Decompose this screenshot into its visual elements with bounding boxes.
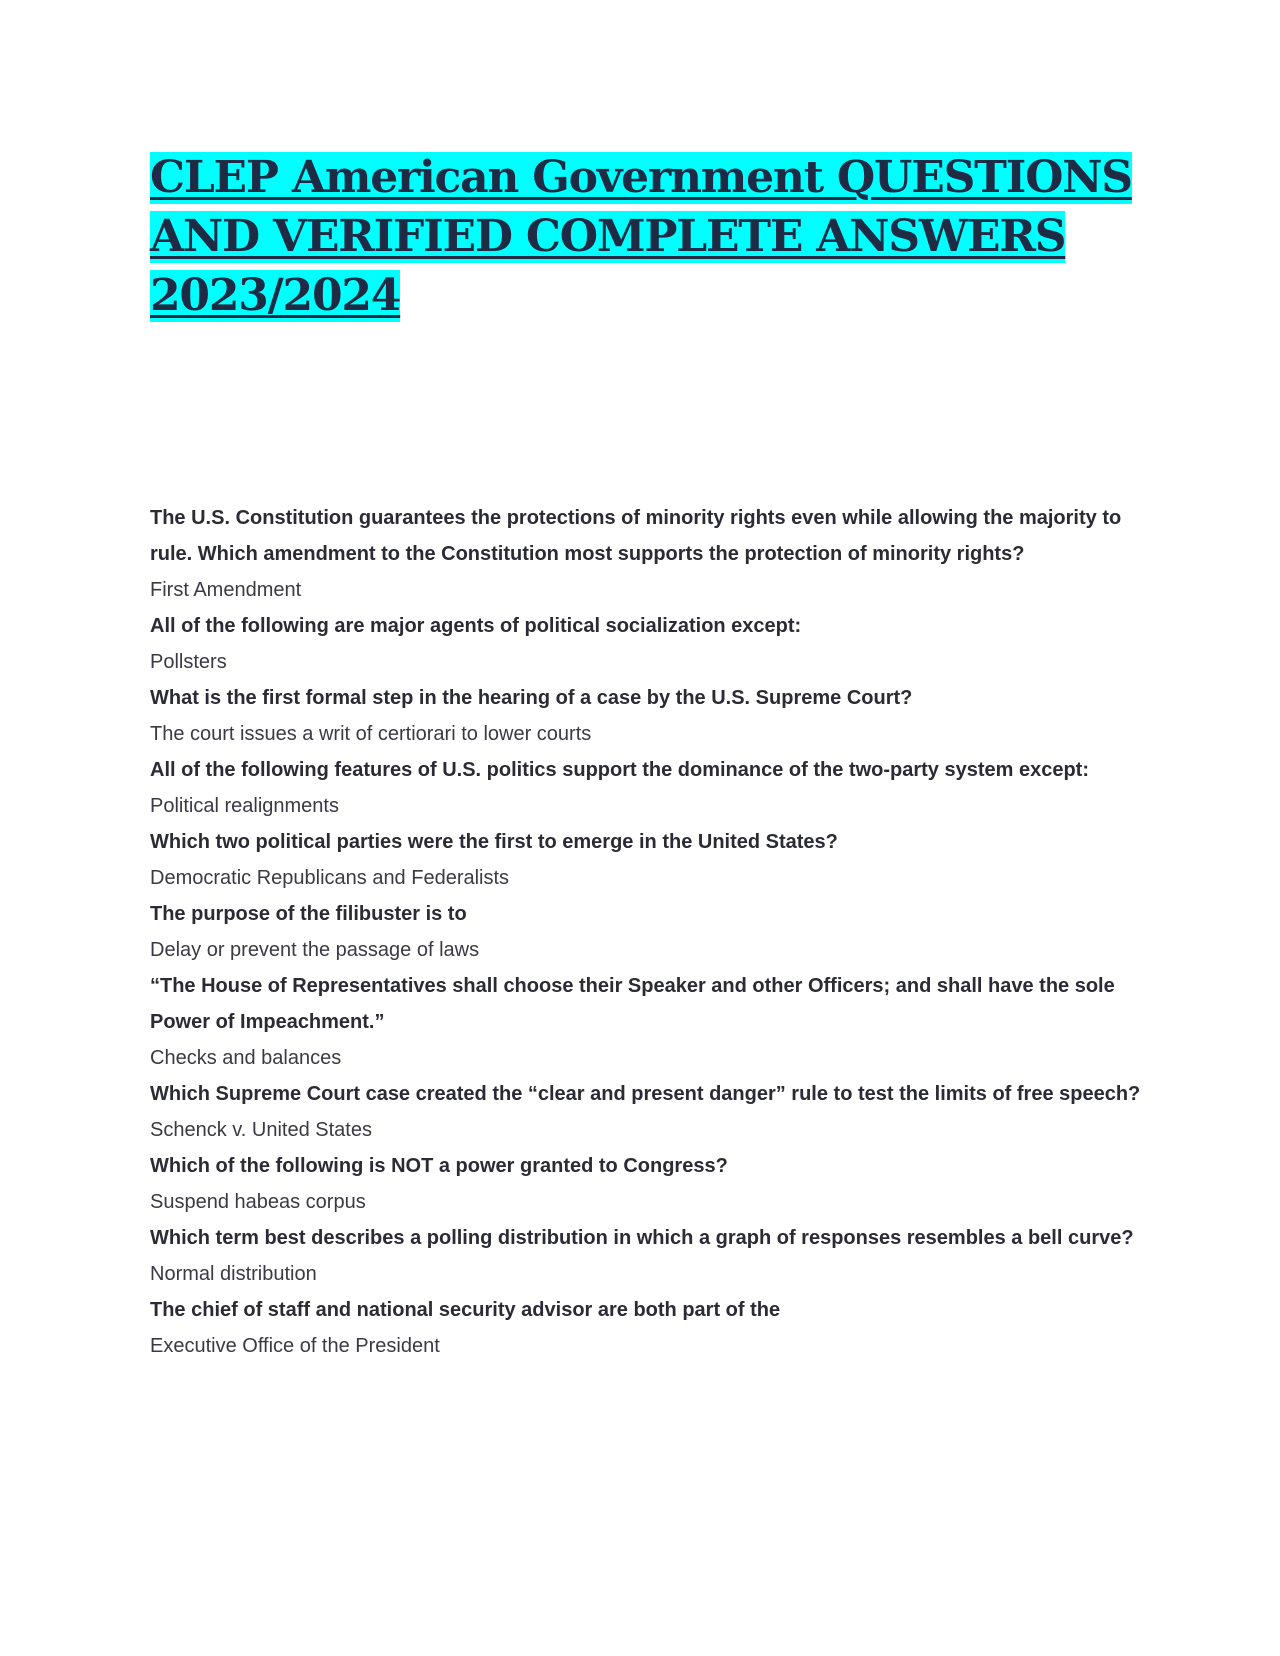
title-line [150, 148, 1150, 207]
answer-text: Suspend habeas corpus [150, 1191, 366, 1213]
title-line-text: AND VERIFIED COMPLETE ANSWERS [150, 211, 1066, 262]
answer-text: Political realignments [150, 795, 339, 817]
title-line-text: CLEP American Government QUESTIONS [150, 152, 1132, 203]
qa-item [150, 968, 1150, 1076]
title-line-text: 2023/2024 [150, 270, 401, 321]
qa-item [150, 824, 1150, 896]
qa-item [150, 1148, 1150, 1220]
answer-text: The court issues a writ of certiorari to lower courts [150, 723, 592, 745]
question-text: Which two political parties were the first to emerge in the United States? [150, 831, 838, 853]
qa-item [150, 752, 1150, 824]
answer-text: Executive Office of the President [150, 1335, 440, 1357]
answer-text: Delay or prevent the passage of laws [150, 939, 480, 961]
qa-item [150, 1220, 1150, 1292]
question-text: All of the following are major agents of political socialization except: [150, 615, 802, 637]
question-text: The purpose of the filibuster is to [150, 903, 467, 925]
title-line [150, 207, 1150, 266]
question-text: “The House of Representatives shall choose their Speaker and other Officers; and shall have the sole Power of Impeachment.” [150, 975, 1115, 1033]
document-title [150, 148, 1150, 325]
qa-list [150, 500, 1150, 1364]
qa-item [150, 1076, 1150, 1148]
question-text: Which term best describes a polling distribution in which a graph of responses resembles a bell curve? [150, 1227, 1134, 1249]
answer-text: Pollsters [150, 651, 227, 673]
qa-item [150, 500, 1150, 608]
qa-item [150, 1292, 1150, 1364]
qa-item [150, 608, 1150, 680]
qa-item [150, 896, 1150, 968]
question-text: The U.S. Constitution guarantees the protections of minority rights even while allowing the majority to rule. Which amendment to the Constitution most supports the protection of minority rights? [150, 507, 1122, 565]
answer-text: First Amendment [150, 579, 302, 601]
question-text: Which Supreme Court case created the “clear and present danger” rule to test the limits of free speech? [150, 1083, 1141, 1105]
answer-text: Checks and balances [150, 1047, 342, 1069]
question-text: Which of the following is NOT a power granted to Congress? [150, 1155, 728, 1177]
title-line [150, 266, 1150, 325]
question-text: The chief of staff and national security advisor are both part of the [150, 1299, 781, 1321]
answer-text: Schenck v. United States [150, 1119, 372, 1141]
question-text: What is the first formal step in the hearing of a case by the U.S. Supreme Court? [150, 687, 913, 709]
question-text: All of the following features of U.S. politics support the dominance of the two-party system except: [150, 759, 1089, 781]
answer-text: Normal distribution [150, 1263, 317, 1285]
qa-item [150, 680, 1150, 752]
answer-text: Democratic Republicans and Federalists [150, 867, 510, 889]
